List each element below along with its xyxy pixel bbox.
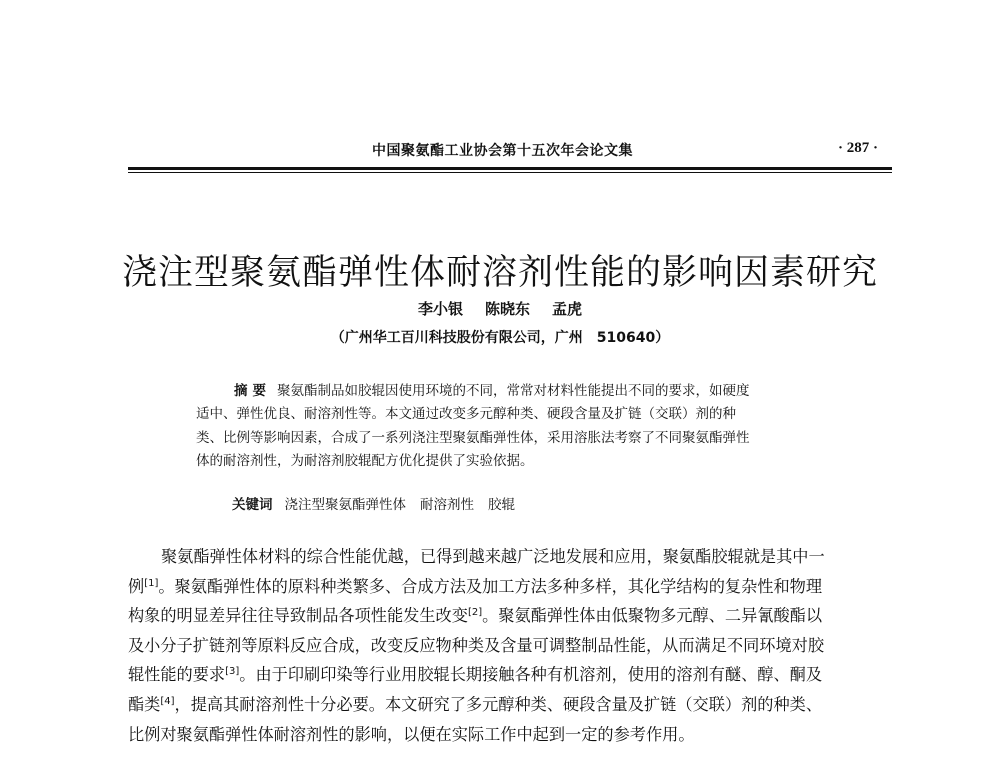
keywords [232,493,529,513]
body-text: 辊性能的要求 [128,665,226,685]
paper-title: 浇注型聚氨酯弹性体耐溶剂性能的影响因素研究 [121,253,878,293]
keyword: 浇注型聚氨酯弹性体 [284,497,406,513]
body-line [128,572,893,602]
citation-ref: [1] [144,577,159,589]
body-text: 构象的明显差异往往导致制品各项性能发生改变 [128,606,468,626]
body-line [128,690,893,720]
citation-ref: [4] [160,695,175,707]
body-line: 聚氨酯弹性体材料的综合性能优越，已得到越来越广泛地发展和应用，聚氨酯胶辊就是其中一 [161,547,825,566]
journal-name: 中国聚氨酯工业协会第十五次年会论文集 [372,143,633,159]
abstract [196,380,846,474]
citation-ref: [3] [225,666,240,678]
header-rule-thin [128,172,892,173]
author-name: 孟虎 [552,300,583,318]
author-name: 李小银 [417,300,463,318]
abstract-line [196,380,846,403]
header-rule-thick [128,167,892,170]
author-list [0,298,1000,319]
citation-ref: [2] [467,607,483,619]
body-text: ，提高其耐溶剂性十分必要。本文研究了多元醇种类、硬段含量及扩链（交联）剂的种类、 [174,694,823,714]
author-name: 陈晓东 [484,300,530,318]
abstract-line: 适中、弹性优良、耐溶剂性等。本文通过改变多元醇种类、硬段含量及扩链（交联）剂的种 [196,406,736,423]
body-text: 。聚氨酯弹性体的原料种类繁多、合成方法及加工方法多种多样，其化学结构的复杂性和物理 [158,576,823,596]
keywords-label: 关键词 [232,497,273,513]
keyword: 胶辊 [488,497,515,513]
body-paragraph [128,542,893,749]
abstract-label: 摘要 [234,383,271,399]
abstract-line: 类、比例等影响因素，合成了一系列浇注型聚氨酯弹性体，采用溶胀法考察了不同聚氨酯弹性 [196,429,750,446]
body-line: 比例对聚氨酯弹性体耐溶剂性的影响，以便在实际工作中起到一定的参考作用。 [128,724,695,744]
body-text: 例 [128,576,145,596]
abstract-line: 体的耐溶剂性，为耐溶剂胶辊配方优化提供了实验依据。 [196,453,534,470]
body-text: 。由于印刷印染等行业用胶辊长期接触各种有机溶剂，使用的溶剂有醚、醇、酮及 [239,665,823,685]
body-line: 及小分子扩链剂等原料反应合成，改变反应物种类及含量可调整制品性能，从而满足不同环境对胶 [128,635,825,655]
affiliation: （广州华工百川科技股份有限公司，广州 510640） [330,330,670,346]
running-header [128,140,890,164]
abstract-text: 聚氨酯制品如胶辊因使用环境的不同，常常对材料性能提出不同的要求，如硬度 [277,383,750,399]
body-text: 。聚氨酯弹性体由低聚物多元醇、二异氰酸酯以 [482,606,823,626]
keyword: 耐溶剂性 [420,497,474,513]
body-line [128,601,893,631]
body-text: 酯类 [128,694,161,714]
page-number: · 287 · [837,140,878,156]
body-line [128,660,893,690]
